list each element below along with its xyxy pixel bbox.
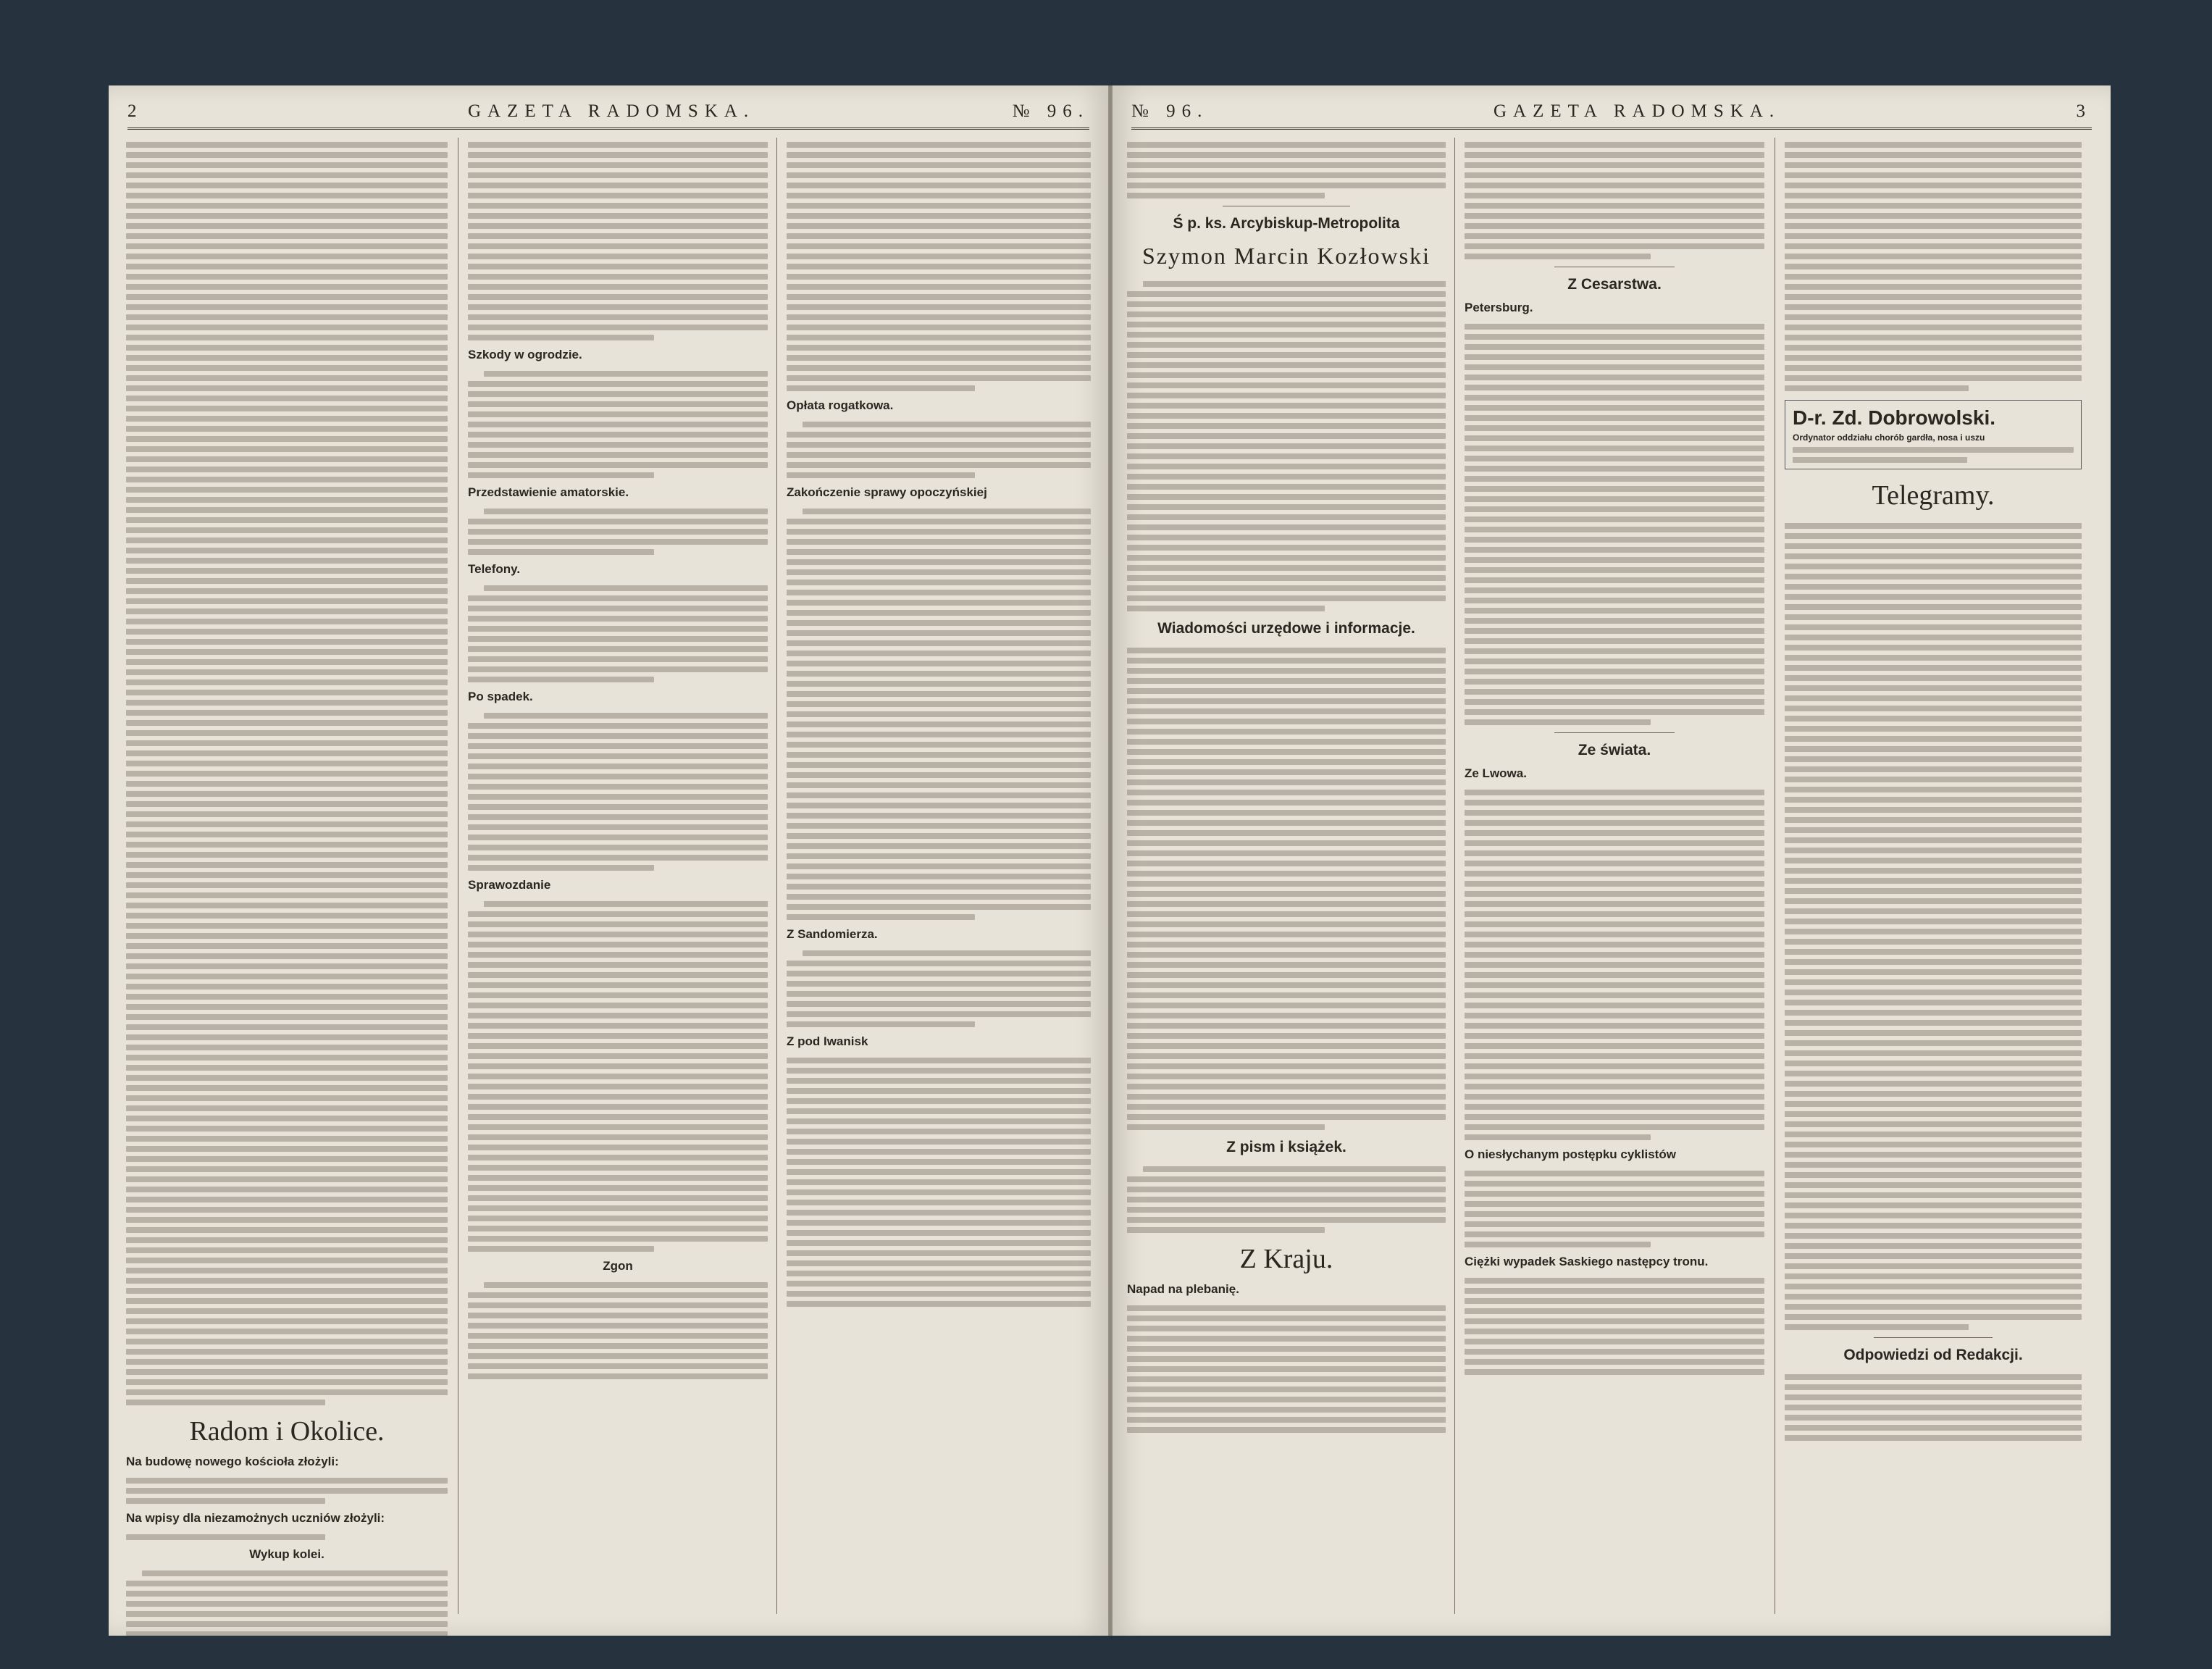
heading-zgon: Zgon	[603, 1259, 633, 1273]
left-issue-number: № 96.	[1012, 101, 1089, 121]
heading-wpisy: Na wpisy dla niezamożnych uczniów złożyli:	[126, 1511, 385, 1525]
heading-petersburg: Petersburg.	[1465, 301, 1533, 314]
heading-telefony: Telefony.	[468, 562, 521, 576]
left-page	[109, 85, 1108, 1636]
heading-wypadek: Ciężki wypadek Saskiego następcy tronu.	[1465, 1255, 1709, 1268]
heading-sprawozdanie: Sprawozdanie	[468, 878, 551, 892]
left-page-number: 2	[127, 101, 143, 121]
heading-cyklistow: O niesłychanym postępku cyklistów	[1465, 1147, 1676, 1161]
heading-oplata: Opłata rogatkowa.	[787, 398, 894, 412]
section-pism: Z pism i książek.	[1226, 1139, 1346, 1155]
section-wiadomosci: Wiadomości urzędowe i informacje.	[1157, 620, 1415, 637]
ad-doctor-name: D-r. Zd. Dobrowolski.	[1793, 406, 1996, 429]
header-rule	[1131, 127, 2092, 130]
obituary-intro: Ś p. ks. Arcybiskup-Metropolita	[1173, 215, 1400, 232]
section-kraju: Z Kraju.	[1239, 1244, 1333, 1274]
right-issue-number: № 96.	[1131, 101, 1209, 121]
heading-plebanie: Napad na plebanię.	[1127, 1282, 1239, 1296]
left-masthead: GAZETA RADOMSKA.	[468, 101, 755, 121]
section-cesarstwa: Z Cesarstwa.	[1567, 276, 1662, 293]
doctor-advertisement	[1785, 400, 2082, 469]
section-swiata: Ze świata.	[1578, 742, 1651, 758]
right-column-2	[1465, 138, 1764, 1614]
heading-po-spadek: Po spadek.	[468, 690, 533, 703]
heading-wykup: Wykup kolei.	[249, 1547, 324, 1561]
heading-pod-iwanisk: Z pod Iwanisk	[787, 1034, 868, 1048]
ad-doctor-title: Ordynator oddziału chorób gardła, nosa i uszu	[1793, 432, 1985, 443]
section-telegramy: Telegramy.	[1872, 480, 1995, 511]
column-rule	[776, 138, 777, 1614]
right-page	[1113, 85, 2111, 1636]
heading-lwowa: Ze Lwowa.	[1465, 766, 1527, 780]
left-column-1	[126, 138, 448, 1614]
right-masthead: GAZETA RADOMSKA.	[1493, 101, 1781, 121]
right-column-1	[1127, 138, 1446, 1614]
heading-szkody: Szkody w ogrodzie.	[468, 348, 582, 361]
left-page-header	[127, 101, 1089, 126]
heading-zakonczenie: Zakończenie sprawy opoczyńskiej	[787, 485, 987, 499]
article-text	[126, 138, 448, 1405]
column-rule	[1454, 138, 1455, 1614]
right-page-number: 3	[2076, 101, 2092, 121]
left-column-2	[468, 138, 768, 1614]
section-odpowiedzi: Odpowiedzi od Redakcji.	[1843, 1347, 2023, 1363]
obituary-name: Szymon Marcin Kozłowski	[1142, 243, 1430, 269]
heading-sandomierz: Z Sandomierza.	[787, 927, 878, 941]
heading-budowa: Na budowę nowego kościoła złożyli:	[126, 1455, 339, 1468]
header-rule	[127, 127, 1089, 130]
heading-przedstawienie: Przedstawienie amatorskie.	[468, 485, 629, 499]
left-column-3	[787, 138, 1091, 1614]
section-title-radom: Radom i Okolice.	[189, 1416, 385, 1447]
right-column-3	[1785, 138, 2082, 1614]
right-page-header	[1131, 101, 2092, 126]
